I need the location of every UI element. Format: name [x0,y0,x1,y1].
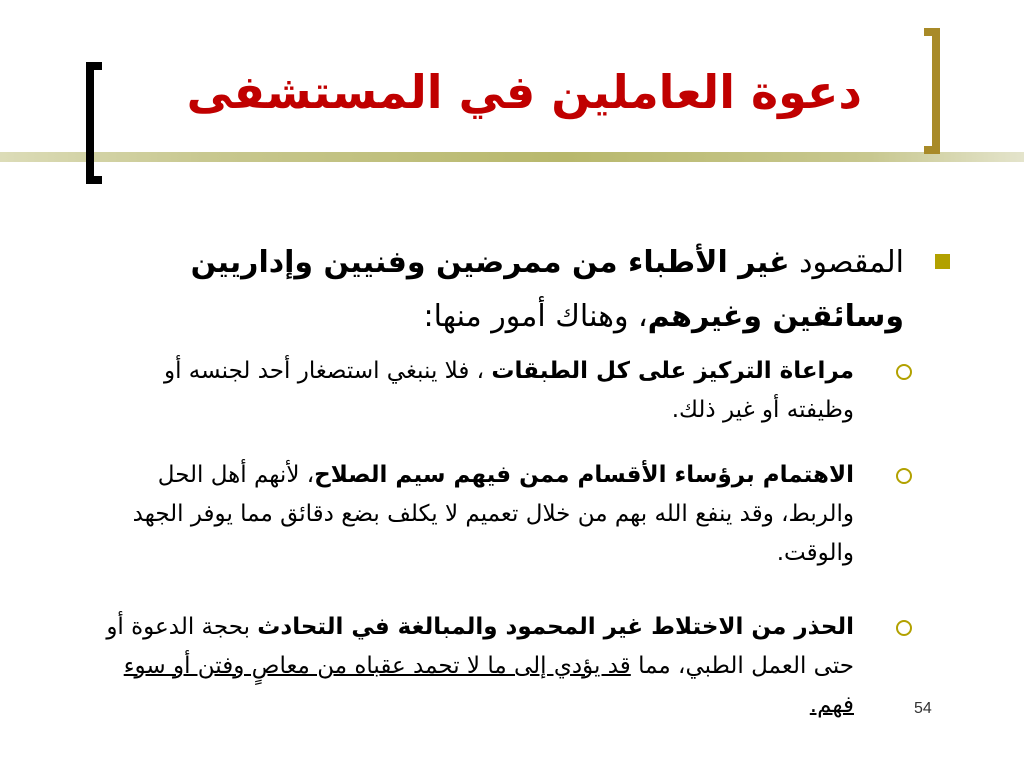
sub-bullet-1-text [104,352,854,430]
circle-bullet-icon [896,468,912,484]
sub-bullet-2 [104,456,912,573]
page-number: 54 [914,700,932,717]
sub-bullet-3-bold: الحذر من الاختلاط غير المحمود والمبالغة في التحادث [257,614,854,640]
slide-title: دعوة العاملين في المستشفى [186,65,862,119]
sub-bullet-2-text [104,456,854,573]
sub-bullet-2-bold: الاهتمام برؤساء الأقسام ممن فيهم سيم الصلاح [314,462,854,488]
right-bracket-decoration [924,28,940,154]
main-bullet-intro: المقصود [789,245,904,280]
sub-bullet-1-body: ، فلا ينبغي استصغار أحد لجنسه أو وظيفته أو غير ذلك. [163,358,854,423]
main-bullet-tail: ، وهناك أمور منها: [423,299,648,334]
sub-bullet-3-text [104,608,854,725]
circle-bullet-icon [896,364,912,380]
title-rule [0,152,1024,162]
square-bullet-icon [935,254,950,269]
main-bullet-bold: غير الأطباء من ممرضين وفنيين وإداريين وسائقين وغيرهم [190,245,904,334]
main-bullet-text [150,236,904,344]
sub-bullet-2-body: ، لأنهم أهل الحل والربط، وقد ينفع الله بهم من خلال تعميم لا يكلف بضع دقائق مما يوفر الجهد والوقت. [132,462,854,566]
sub-bullet-1-bold: مراعاة التركيز على كل الطبقات [491,358,854,384]
sub-bullet-3-body: بحجة الدعوة أو حتى العمل الطبي، مما [106,614,854,679]
main-bullet [150,236,950,344]
sub-bullet-3-underlined: قد يؤدي إلى ما لا تحمد عقباه من معاصٍ وفتن أو سوء فهم. [123,653,854,718]
left-bracket-decoration [86,62,102,184]
sub-bullet-3 [104,608,912,725]
sub-bullet-1 [104,352,912,430]
circle-bullet-icon [896,620,912,636]
